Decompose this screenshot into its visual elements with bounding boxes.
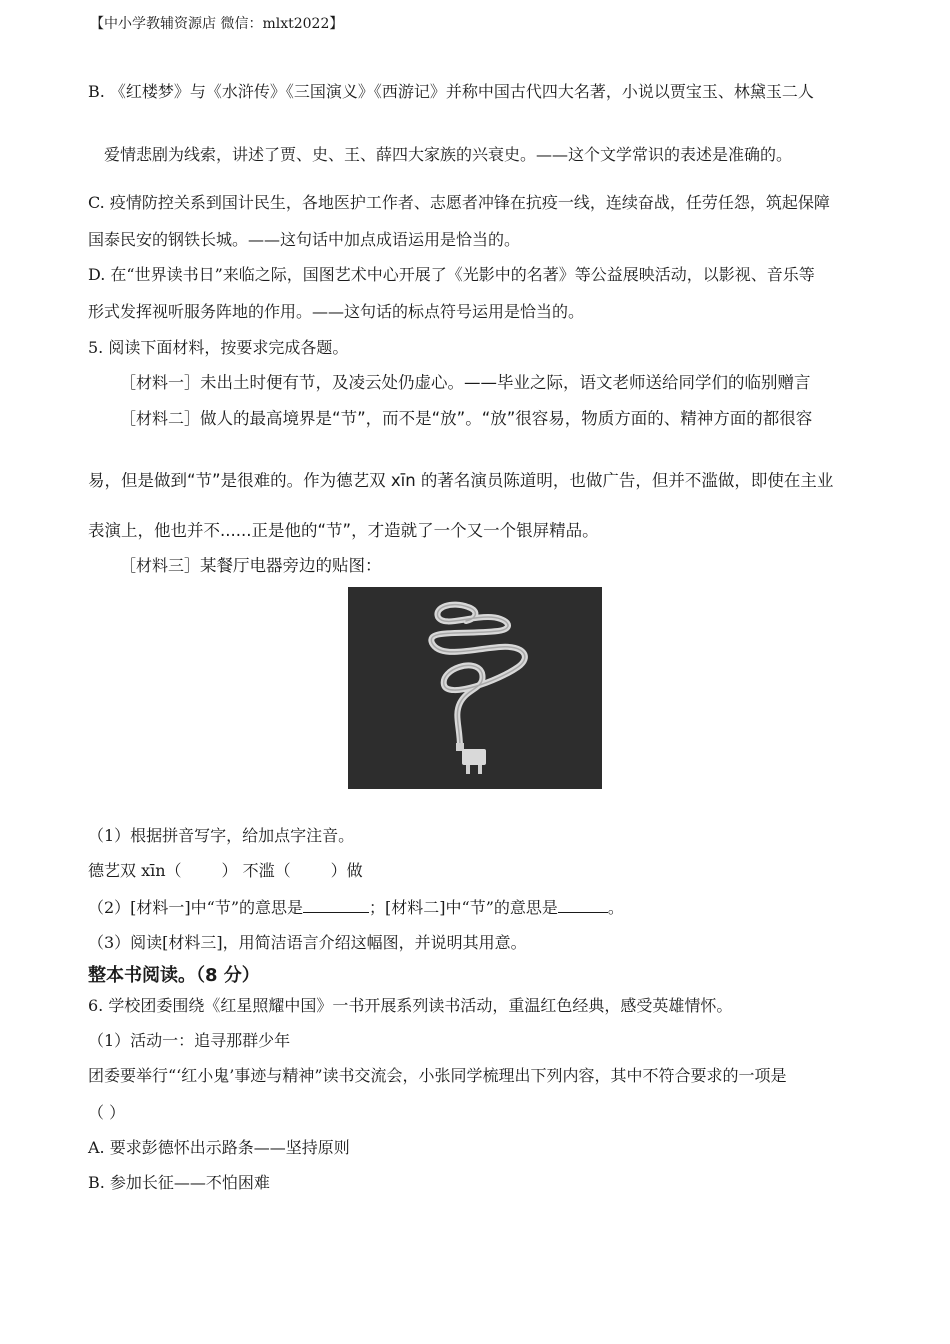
q6-answer-paren[interactable]: （ ）: [88, 1103, 126, 1122]
q6-stem: 6. 学校团委围绕《红星照耀中国》一书开展系列读书活动，重温红色经典，感受英雄情怀。: [88, 996, 733, 1015]
q5-sub3: （3）阅读[材料三]，用简洁语言介绍这幅图，并说明其用意。: [88, 933, 527, 952]
page-header: 【中小学教辅资源店 微信：mlxt2022】: [90, 16, 344, 32]
q4-option-c-line1: C. 疫情防控关系到国计民生，各地医护工作者、志愿者冲锋在抗疫一线，连续奋战，任劳任怨，筑起保障: [88, 193, 830, 212]
q4-option-d-line2: 形式发挥视听服务阵地的作用。——这句话的标点符号运用是恰当的。: [88, 302, 585, 321]
q4-option-b-line1: B. 《红楼梦》与《水浒传》《三国演义》《西游记》并称中国古代四大名著，小说以贾宝玉、林黛玉二人: [88, 82, 814, 101]
q5-sub1-blanks: [88, 861, 363, 881]
material-1-text: 未出土时便有节，及凌云处仍虚心。——毕业之际，语文老师送给同学们的临别赠言: [200, 373, 811, 392]
q6-option-b: B. 参加长征——不怕困难: [88, 1173, 270, 1192]
q6-option-a: A. 要求彭德怀出示路条——坚持原则: [88, 1138, 350, 1157]
answer-blank-jie-1[interactable]: [303, 898, 369, 913]
q4-option-c-line2: 国泰民安的钢铁长城。——这句话中加点成语运用是恰当的。: [88, 230, 521, 249]
answer-blank-jie-2[interactable]: [558, 898, 608, 913]
material-3-text: 某餐厅电器旁边的贴图：: [200, 556, 382, 575]
plug-icon: [348, 587, 602, 789]
sub2-part-c: 。: [607, 898, 624, 917]
material-2-line3: 表演上，他也并不......正是他的“节”，才造就了一个又一个银屏精品。: [88, 521, 599, 540]
sub2-part-a: （2）[材料一]中“节”的意思是: [88, 898, 304, 917]
material-3: [120, 556, 382, 576]
sub2-part-b: ；[材料二]中“节”的意思是: [369, 898, 558, 917]
material-3-tag: ［材料三］: [120, 556, 201, 575]
material-2-text: 做人的最高境界是“节”，而不是“放”。“放”很容易，物质方面的、精神方面的都很容: [200, 409, 813, 428]
q4-option-d-line1: D. 在“世界读书日”来临之际，国图艺术中心开展了《光影中的名著》等公益展映活动，以影视、音乐等: [88, 265, 815, 284]
q5-sub1: （1）根据拼音写字，给加点字注音。: [88, 826, 355, 845]
sub1-part-a: 德艺双 xīn（: [88, 861, 182, 880]
sub1-part-c: ）做: [330, 861, 363, 880]
plug-cord-poster-image: [348, 587, 602, 789]
q6-activity-1: （1）活动一：追寻那群少年: [88, 1031, 291, 1050]
q5-sub2: [88, 898, 624, 918]
material-2-tag: ［材料二］: [120, 409, 201, 428]
material-1: [120, 373, 811, 393]
q6-description: 团委要举行“‘红小鬼’事迹与精神”读书交流会，小张同学梳理出下列内容，其中不符合要求的一项是: [88, 1066, 787, 1085]
material-2-line1: [120, 409, 812, 429]
section-title: 整本书阅读。（8 分）: [88, 965, 260, 986]
q5-stem: 5. 阅读下面材料，按要求完成各题。: [88, 338, 349, 357]
material-1-tag: ［材料一］: [120, 373, 201, 392]
sub1-part-b: ） 不滥（: [221, 861, 291, 880]
material-2-line2: 易，但是做到“节”是很难的。作为德艺双 xīn 的著名演员陈道明，也做广告，但并不滥做，即使在主业: [88, 471, 834, 490]
q4-option-b-line2: 爱情悲剧为线索，讲述了贾、史、王、薛四大家族的兴衰史。——这个文学常识的表述是准确的。: [104, 145, 793, 164]
